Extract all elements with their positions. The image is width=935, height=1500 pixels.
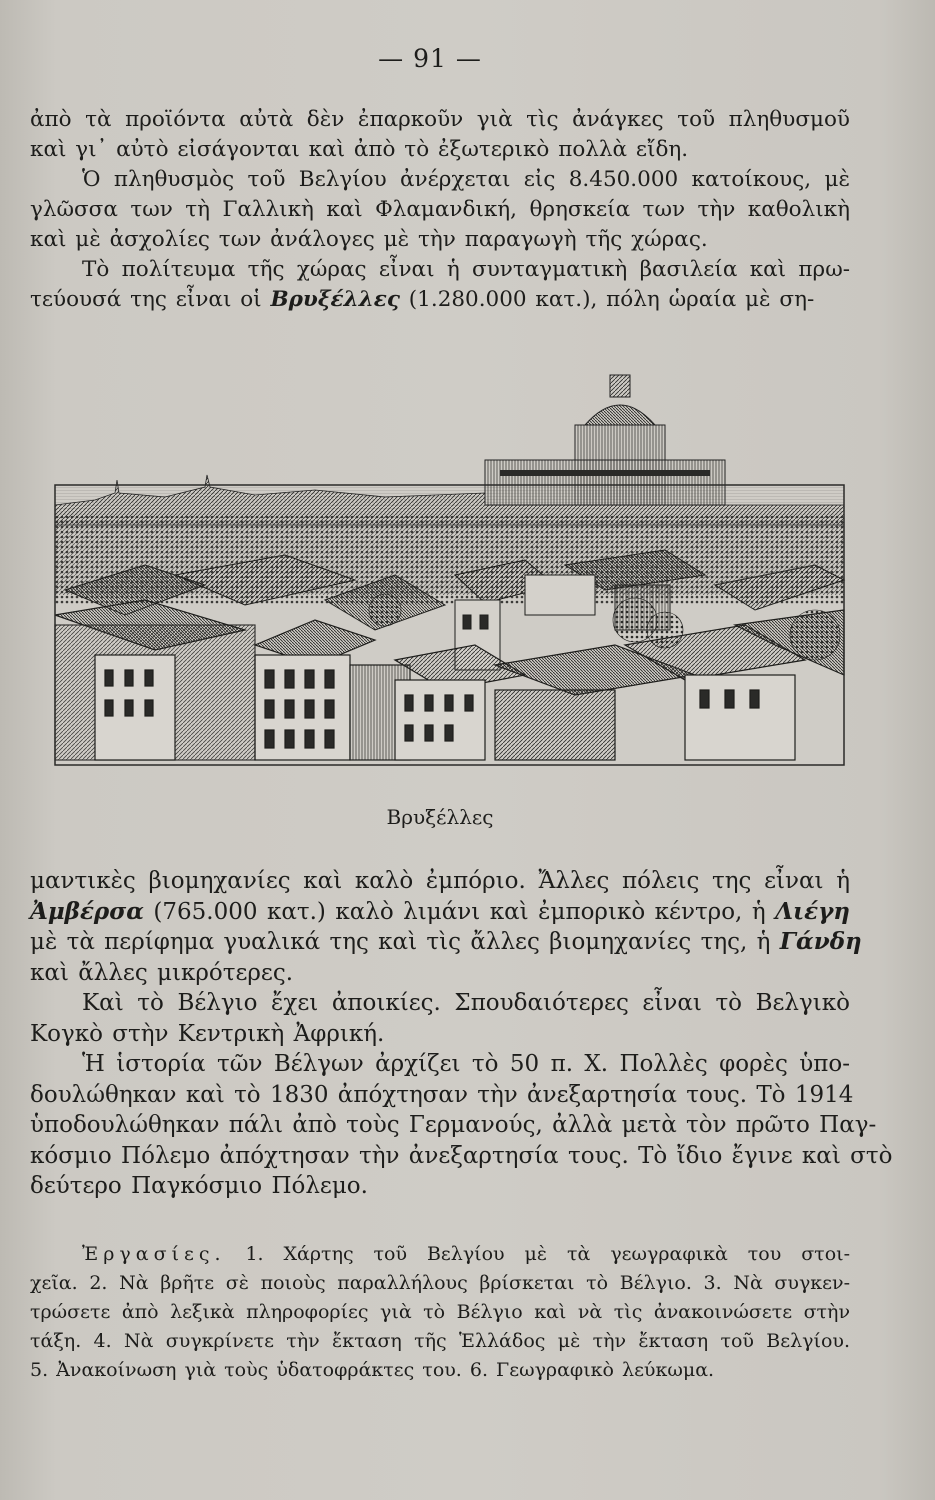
city-brussels: Βρυξέλλες — [270, 287, 400, 312]
bottom-paragraphs — [30, 866, 893, 1202]
text-line — [30, 897, 850, 928]
text-span: μὲ τὰ περίφημα γυαλικά της καὶ τὶς ἄλλες βιομηχανίες της, ἡ — [30, 929, 780, 955]
text-line: Καὶ τὸ Βέλγιο ἔχει ἀποικίες. Σπουδαιότερες εἶναι τὸ Βελγικὸ — [82, 990, 850, 1016]
text-span: 1. Χάρτης τοῦ Βελγίου μὲ τὰ γεωγραφικὰ του στοι- — [225, 1243, 850, 1265]
text-line: 5. Ἀνακοίνωση γιὰ τοὺς ὑδατοφράκτες του. 6. Γεωγραφικὸ λεύκωμα. — [30, 1359, 715, 1381]
text-line: μαντικὲς βιομηχανίες καὶ καλὸ ἐμπόριο. Ἄλλες πόλεις της εἶναι ἡ — [30, 868, 850, 894]
exercises — [30, 1240, 850, 1385]
text-line: καὶ μὲ ἀσχολίες των ἀνάλογες μὲ τὴν παραγωγὴ τῆς χώρας. — [30, 227, 708, 252]
text-line: δουλώθηκαν καὶ τὸ 1830 ἀπόχτησαν τὴν ἀνεξαρτησία τους. Τὸ 1914 — [30, 1081, 854, 1108]
text-span: τεύουσά της εἶναι οἱ — [30, 287, 271, 312]
brussels-engraving — [55, 375, 844, 765]
city-ghent: Γάνδη — [779, 928, 862, 955]
text-line: τρώσετε ἀπὸ λεξικὰ πληροφορίες γιὰ τὸ Βέλγιο καὶ νὰ τὶς ἀνακοινώσετε στὴν — [30, 1301, 850, 1323]
text-line: χεῖα. 2. Νὰ βρῆτε σὲ ποιοὺς παραλλήλους βρίσκεται τὸ Βέλγιο. 3. Νὰ συγκεν- — [30, 1272, 850, 1294]
figure-caption: Βρυξέλλες — [386, 805, 494, 829]
text-line: τάξη. 4. Νὰ συγκρίνετε τὴν ἔκταση τῆς Ἑλλάδος μὲ τὴν ἔκταση τοῦ Βελγίου. — [30, 1330, 850, 1352]
text-line: ἀπὸ τὰ προϊόντα αὐτὰ δὲν ἐπαρκοῦν γιὰ τὶς ἀνάγκες τοῦ πληθυσμοῦ — [30, 107, 850, 132]
text-line: Ὁ πληθυσμὸς τοῦ Βελγίου ἀνέρχεται εἰς 8.450.000 κατοίκους, μὲ — [82, 167, 850, 192]
text-line: καὶ ἄλλες μικρότερες. — [30, 959, 294, 986]
top-paragraphs — [30, 105, 850, 315]
city-liege: Λιέγη — [775, 897, 850, 925]
text-line: Τὸ πολίτευμα τῆς χώρας εἶναι ἡ συνταγματικὴ βασιλεία καὶ πρω- — [82, 257, 850, 282]
text-line — [30, 927, 862, 958]
text-line — [30, 285, 850, 315]
text-line: γλῶσσα των τὴ Γαλλικὴ καὶ Φλαμανδική, θρησκεία των τὴν καθολικὴ — [30, 197, 850, 222]
text-span: (765.000 κατ.) καλὸ λιμάνι καὶ ἐμπορικὸ κέντρο, ἡ — [143, 898, 776, 925]
text-line: καὶ γι᾽ αὐτὸ εἰσάγονται καὶ ἀπὸ τὸ ἐξωτερικὸ πολλὰ εἴδη. — [30, 137, 689, 162]
text-line: Ἡ ἱστορία τῶν Βέλγων ἀρχίζει τὸ 50 π. Χ. Πολλὲς φορὲς ὑπο- — [82, 1051, 850, 1077]
page-number: — 91 — — [378, 44, 482, 73]
text-line — [30, 1240, 850, 1269]
text-line: κόσμιο Πόλεμο ἀπόχτησαν τὴν ἀνεξαρτησία τους. Τὸ ἴδιο ἔγινε καὶ στὸ — [30, 1142, 893, 1169]
text-line: ὑποδουλώθηκαν πάλι ἀπὸ τοὺς Γερμανούς, ἀλλὰ μετὰ τὸν πρῶτο Παγ- — [30, 1112, 877, 1138]
exercises-label: Ἐργασίες. — [82, 1243, 226, 1265]
text-line: Κογκὸ στὴν Κεντρικὴ Ἀφρική. — [30, 1020, 385, 1047]
city-antwerp: Ἀμβέρσα — [30, 897, 144, 925]
text-line: δεύτερο Παγκόσμιο Πόλεμο. — [30, 1173, 368, 1199]
text-span: (1.280.000 κατ.), πόλη ὡραία μὲ ση- — [399, 287, 815, 312]
